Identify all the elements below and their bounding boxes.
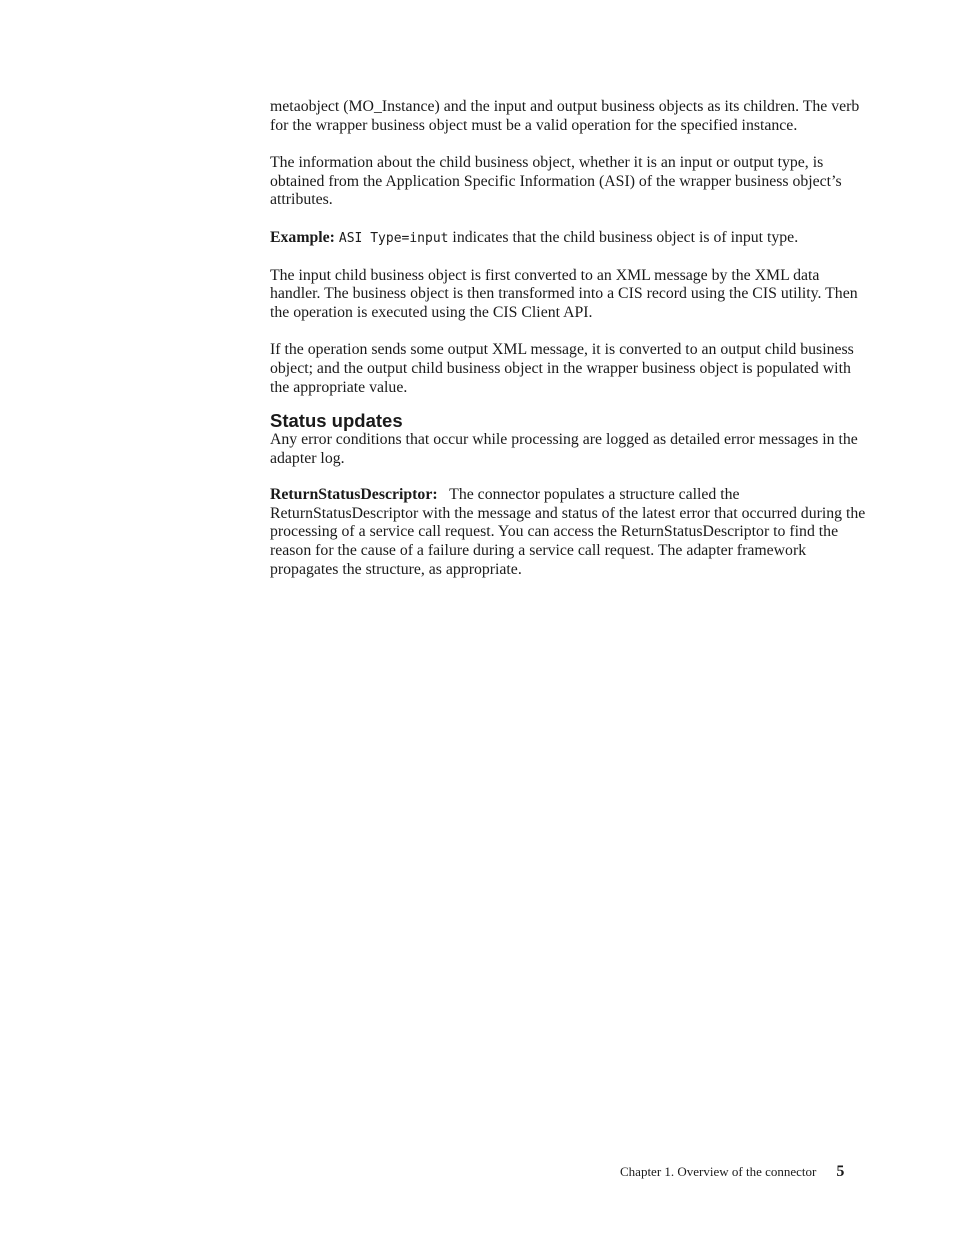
paragraph-output: If the operation sends some output XML message, it is converted to an output child business object; and the output child business object in the wrapper business object is populated with the appropriate value. (270, 341, 854, 396)
footer-chapter-title: Chapter 1. Overview of the connector (620, 1164, 817, 1179)
paragraph-metaobject: metaobject (MO_Instance) and the input and output business objects as its children. The verb for the wrapper business object must be a valid operation for the specified instance. (270, 98, 860, 134)
example-label: Example: (270, 228, 335, 246)
page-number: 5 (836, 1163, 845, 1180)
descriptor-label: ReturnStatusDescriptor: (270, 485, 438, 503)
section-heading-status-updates: Status updates (270, 410, 403, 432)
paragraph-example (270, 229, 870, 249)
paragraph-child-info: The information about the child business object, whether it is an input or output type, is obtained from the Application Specific Information (ASI) of the wrapper business object’s attributes. (270, 153, 842, 209)
example-text: indicates that the child business object is of input type. (448, 228, 799, 246)
paragraph-status-intro: Any error conditions that occur while processing are logged as detailed error messages in the adapter log. (270, 431, 858, 468)
page-footer (620, 1163, 860, 1181)
document-body (270, 98, 870, 598)
example-code: ASI Type=input (338, 230, 449, 246)
paragraph-return-status-descriptor (270, 486, 870, 580)
paragraph-conversion: The input child business object is first converted to an XML message by the XML data handler. The business object is then transformed into a CIS record using the CIS utility. Then the operation is executed using the CIS Client API. (270, 266, 858, 322)
descriptor-text: The connector populates a structure called the ReturnStatusDescriptor with the message and status of the latest error that occurred during the processing of a service call request. You can access the ReturnStatusDescriptor to find the reason for the cause of a failure during a service call request. The adapter framework propagates the structure, as appropriate. (270, 485, 866, 578)
